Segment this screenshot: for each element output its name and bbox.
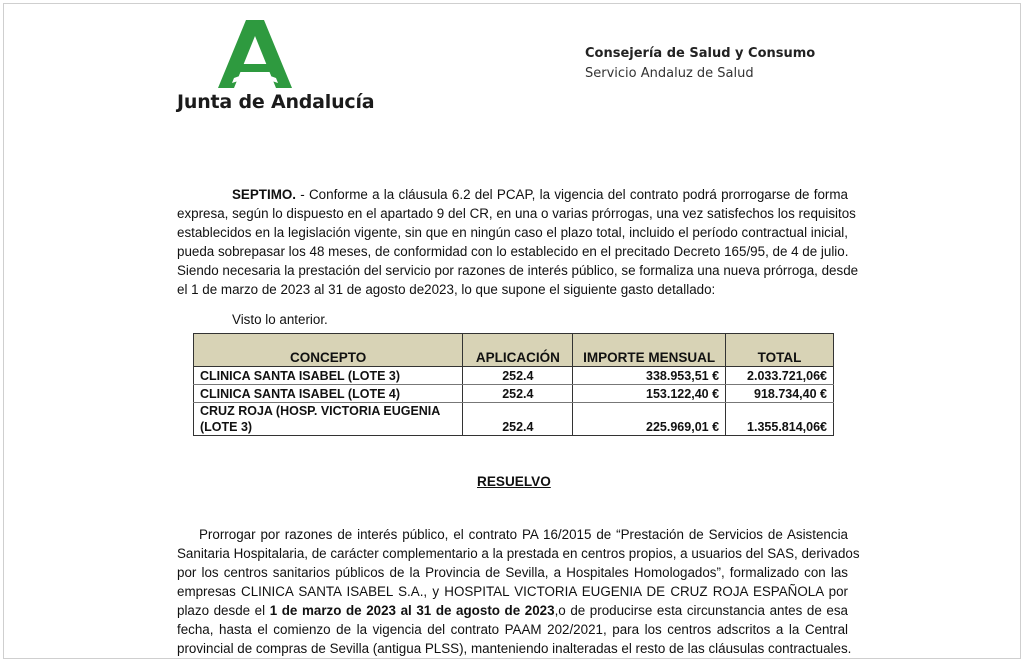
table-row bbox=[194, 385, 834, 403]
septimo-line-6: el 1 de marzo de 2023 al 31 de agosto de2023, lo que supone el siguiente gasto detallado: bbox=[177, 282, 716, 297]
resolution-line-6: fecha, hasta el comienzo de la vigencia del contrato PAAM 202/2021, para los centros adscritos a la Central bbox=[177, 622, 848, 637]
septimo-line-2: expresa, según lo dispuesto en el apartado 9 del CR, en una o varias prórrogas, una vez satisfechos los requisitos bbox=[177, 206, 856, 221]
septimo-line-3: establecidos en la legislación vigente, sin que en ningún caso el plazo total, incluido el período contractual inicial, bbox=[177, 225, 848, 240]
cell-importe: 338.953,51 € bbox=[573, 367, 726, 385]
resolution-line-4: empresas CLINICA SANTA ISABEL S.A., y HOSPITAL VICTORIA EUGENIA DE CRUZ ROJA ESPAÑOLA por bbox=[177, 584, 848, 599]
resolution-line-2: Sanitaria Hospitalaria, de carácter complementario a la prestada en centros propios, a usuarios del SAS, derivados bbox=[177, 546, 860, 561]
cell-concepto: CLINICA SANTA ISABEL (LOTE 4) bbox=[194, 385, 463, 403]
cell-aplicacion: 252.4 bbox=[463, 385, 573, 403]
table-header-row bbox=[194, 334, 834, 367]
resolution-line-5: plazo desde el 1 de marzo de 2023 al 31 de agosto de 2023,o de producirse esta circunstancia antes de esa bbox=[177, 603, 848, 618]
septimo-paragraph bbox=[177, 185, 859, 299]
septimo-line-5: Siendo necesaria la prestación del servicio por razones de interés público, se formaliza una nueva prórroga, desde bbox=[177, 263, 859, 278]
cell-aplicacion: 252.4 bbox=[463, 403, 573, 436]
septimo-line-1: SEPTIMO. - Conforme a la cláusula 6.2 del PCAP, la vigencia del contrato podrá prorrogarse de forma bbox=[232, 187, 848, 202]
header-importe-mensual: IMPORTE MENSUAL bbox=[573, 334, 726, 367]
resuelvo-heading: RESUELVO bbox=[477, 474, 551, 489]
header-concepto: CONCEPTO bbox=[194, 334, 463, 367]
service-name: Servicio Andaluz de Salud bbox=[585, 66, 754, 81]
cell-importe: 225.969,01 € bbox=[573, 403, 726, 436]
cell-concepto bbox=[194, 403, 463, 436]
expense-table bbox=[193, 333, 834, 436]
resolution-period: 1 de marzo de 2023 al 31 de agosto de 2023 bbox=[269, 603, 555, 618]
cell-importe: 153.122,40 € bbox=[573, 385, 726, 403]
septimo-line-4: pueda sobrepasar los 48 meses, de conformidad con lo establecido en el precitado Decreto 165/95, de 4 de julio. bbox=[177, 244, 849, 259]
table-row bbox=[194, 403, 834, 436]
header-aplicacion: APLICACIÓN bbox=[463, 334, 573, 367]
department-name: Consejería de Salud y Consumo bbox=[585, 46, 816, 61]
cell-total: 1.355.814,06€ bbox=[726, 403, 834, 436]
cell-concepto: CLINICA SANTA ISABEL (LOTE 3) bbox=[194, 367, 463, 385]
cell-aplicacion: 252.4 bbox=[463, 367, 573, 385]
cell-total: 918.734,40 € bbox=[726, 385, 834, 403]
cell-concepto-line-1: CRUZ ROJA (HOSP. VICTORIA EUGENIA bbox=[200, 404, 441, 418]
organization-name: Junta de Andalucía bbox=[177, 91, 375, 113]
cell-total: 2.033.721,06€ bbox=[726, 367, 834, 385]
junta-andalucia-logo-icon bbox=[218, 20, 292, 88]
table-row bbox=[194, 367, 834, 385]
visto-text: Visto lo anterior. bbox=[232, 312, 328, 327]
resolution-line-1: Prorrogar por razones de interés público, el contrato PA 16/2015 de “Prestación de Servicios de Asistencia bbox=[199, 527, 848, 542]
cell-concepto-line-2: (LOTE 3) bbox=[200, 420, 253, 434]
resolution-line-7: provincial de compras de Sevilla (antigua PLSS), manteniendo inalteradas el resto de las cláusulas contractuales. bbox=[177, 641, 852, 656]
resolution-paragraph bbox=[177, 525, 860, 658]
header-total: TOTAL bbox=[726, 334, 834, 367]
resolution-line-3: por los centros sanitarios públicos de la Provincia de Sevilla, a Hospitales Homologados”, formalizado con las bbox=[177, 565, 848, 580]
